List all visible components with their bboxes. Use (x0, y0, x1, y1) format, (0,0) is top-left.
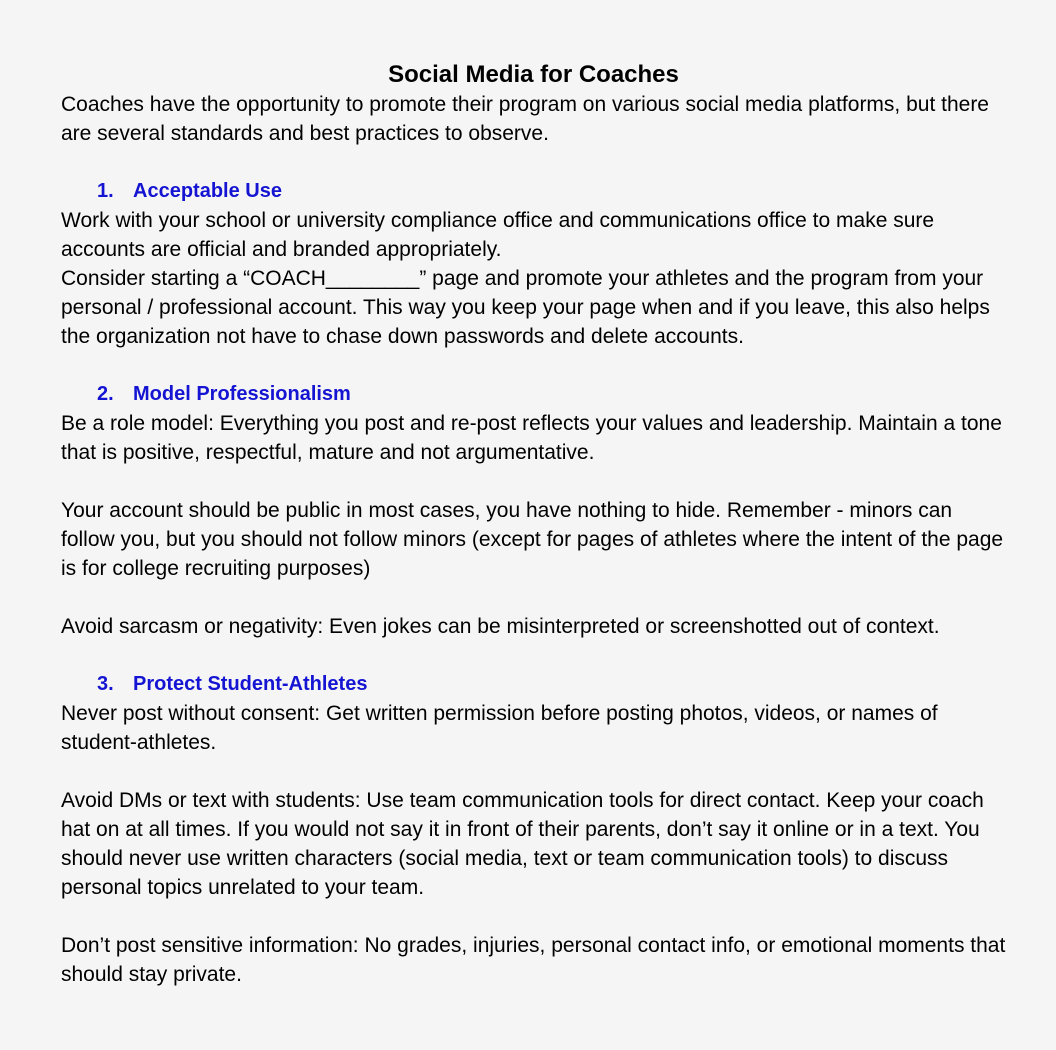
intro-paragraph: Coaches have the opportunity to promote their program on various social media platforms, but there are several standards and best practices to observe. (61, 93, 989, 145)
section-paragraph: Don’t post sensitive information: No grades, injuries, personal contact info, or emotional moments that should stay private. (61, 934, 1006, 986)
spacer (61, 902, 1006, 931)
section-paragraph: Your account should be public in most cases, you have nothing to hide. Remember - minors can follow you, but you should not follow minors (except for pages of athletes where the intent of the page is for college recruiting purposes) (61, 499, 1004, 580)
spacer (61, 757, 1006, 786)
section-title: Model Professionalism (133, 383, 351, 405)
section-acceptable-use (61, 177, 1006, 351)
section-number: 2. (97, 383, 114, 405)
spacer (61, 351, 1006, 380)
section-title: Protect Student-Athletes (133, 673, 368, 695)
section-paragraph: Avoid sarcasm or negativity: Even jokes can be misinterpreted or screenshotted out of context. (61, 615, 940, 638)
spacer (61, 148, 1006, 177)
spacer (61, 641, 1006, 670)
section-heading (61, 380, 1006, 409)
section-paragraph: Work with your school or university compliance office and communications office to make sure accounts are official and branded appropriately. (61, 209, 935, 261)
spacer (61, 467, 1006, 496)
spacer (61, 583, 1006, 612)
section-heading (61, 177, 1006, 206)
section-protect-student-athletes (61, 670, 1006, 989)
section-paragraph: Never post without consent: Get written permission before posting photos, videos, or names of student-athletes. (61, 702, 938, 754)
section-paragraph: Avoid DMs or text with students: Use team communication tools for direct contact. Keep your coach hat on at all times. If you would not say it in front of their parents, don’t say it online or in a text. You should never use written characters (social media, text or team communication tools) to discuss personal topics unrelated to your team. (61, 789, 984, 899)
section-model-professionalism (61, 380, 1006, 641)
section-number: 3. (97, 673, 114, 695)
section-paragraph: Be a role model: Everything you post and re-post reflects your values and leadership. Maintain a tone that is positive, respectful, mature and not argumentative. (61, 412, 1002, 464)
section-paragraph: Consider starting a “COACH________” page and promote your athletes and the program from your personal / professional account. This way you keep your page when and if you leave, this also helps the organization not have to chase down passwords and delete accounts. (61, 267, 990, 348)
page-title: Social Media for Coaches (388, 61, 679, 88)
section-heading (61, 670, 1006, 699)
section-title: Acceptable Use (133, 180, 282, 202)
section-number: 1. (97, 180, 114, 202)
